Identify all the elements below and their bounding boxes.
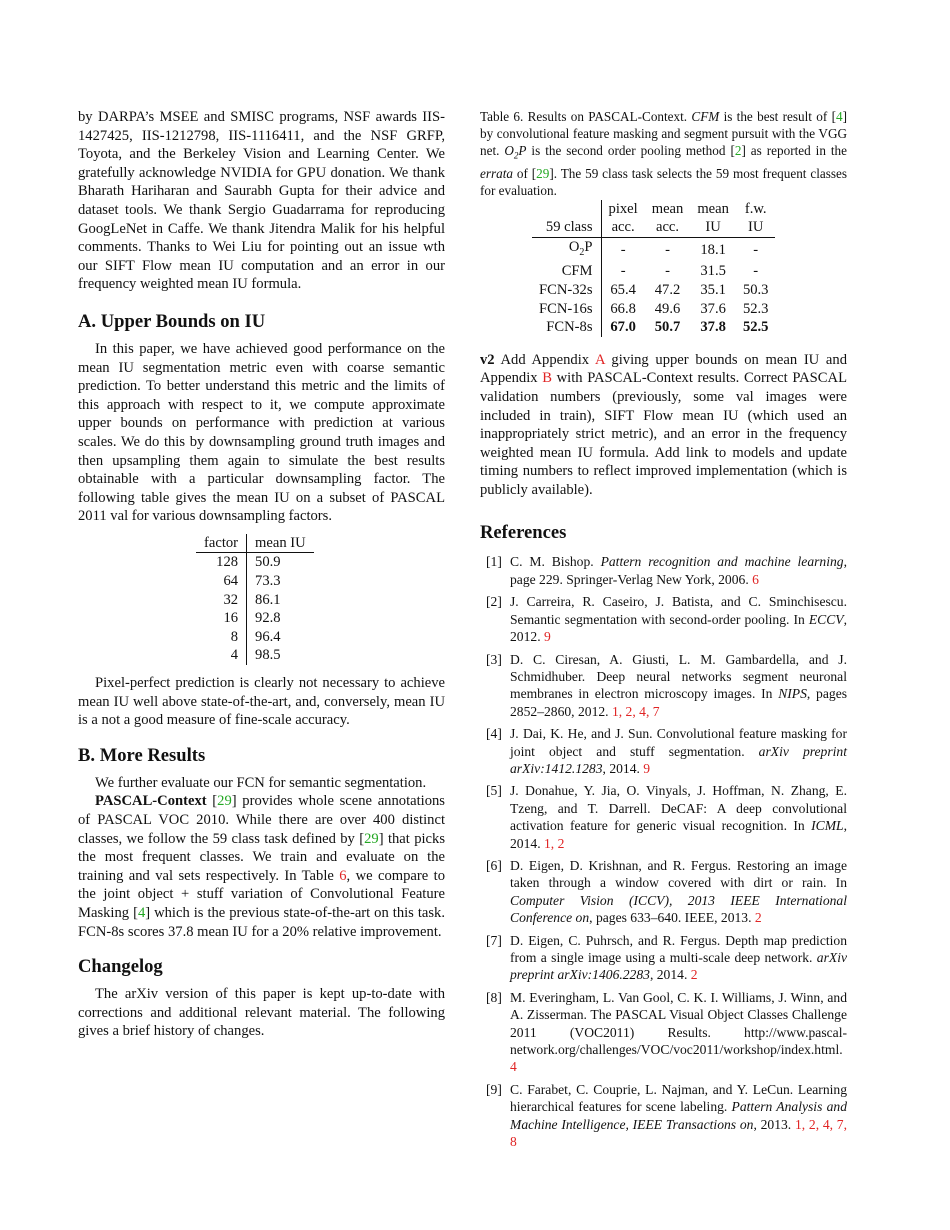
method-label (532, 237, 601, 262)
section-b-paragraph-2: PASCAL-Context [29] provides whole scene annotations of PASCAL VOC 2010. While there are over 400 distinct classes, we follow the 59 class task defined by [29] that picks the most frequent classes. We train and evaluate on the training and val sets respectively. In Table 6, we compare to the joint object + stuff variation of Convolutional Feature Masking [4] which is the previous state-of-the-art on this task. FCN-8s scores 37.8 mean IU for a 20% relative improvement. (78, 793, 445, 940)
text-run: D. Eigen, D. Krishnan, and R. Fergus. Restoring an image taken through a window covered with dirt or rain. In (510, 857, 847, 891)
citation-link[interactable]: 4 (137, 904, 146, 921)
backref-links[interactable]: 6 (752, 571, 759, 587)
value-cell: 47.2 (654, 281, 681, 298)
method-label: FCN-16s (532, 300, 601, 319)
factor-cell: 8 (196, 628, 247, 647)
text-run: which is the previous state-of-the-art on this task. FCN-8s scores 37.8 mean IU for a 20% relative improvement. (78, 904, 445, 940)
text-run: 2 (579, 246, 585, 258)
table-6-caption: Table 6. Results on PASCAL-Context. CFM is the best result of [4] by convolutional feature masking and segment pursuit with the VGG net. $O_2P$ is the second order pooling method [2] as reported in the errata of [29]. The 59 class task selects the 59 most frequent classes for evaluation. (480, 109, 847, 199)
text-run: , 2014. (602, 760, 644, 776)
text-run: C. M. Bishop. (510, 554, 601, 570)
method-label: FCN-8s (532, 318, 601, 337)
text-run: provides whole scene annotations of PASCAL VOC 2010. While there are over 400 distinct classes, we follow the 59 class task defined by (78, 793, 445, 847)
backref-links[interactable]: 9 (543, 629, 551, 645)
table-row (196, 646, 314, 665)
text-run: 2 (513, 151, 519, 162)
citation-link[interactable]: 29 (217, 793, 232, 810)
value-cell: 49.6 (654, 300, 681, 317)
text-run: Add Appendix (494, 351, 595, 368)
left-column (78, 108, 445, 1041)
factor-cell: 64 (196, 572, 247, 591)
value-cell: - (665, 263, 670, 280)
text-run: , 2014. (649, 967, 691, 983)
value-cell: - (665, 241, 670, 258)
mean-iu-cell: 98.5 (255, 647, 281, 664)
text-run: J. Carreira, R. Caseiro, J. Batista, and C. Sminchisescu. Semantic segmentation with second-order pooling. In (510, 594, 847, 627)
text-run: M. Everingham, L. Van Gool, C. K. I. Williams, J. Winn, and A. Zisserman. The PASCAL Visual Object Classes Challenge 2011 (VOC2011) Results. http://www.pascal-network.org/challenges/VOC/voc2011/workshop/index.html. (510, 989, 847, 1058)
text-run: errata (480, 166, 513, 182)
value-cell: 31.5 (700, 263, 726, 280)
backref-links[interactable]: 2 (754, 910, 762, 926)
table-row (196, 553, 314, 572)
table-row (196, 591, 314, 610)
mean-iu-cell: 96.4 (255, 628, 281, 645)
factor-cell: 32 (196, 591, 247, 610)
table-row (532, 237, 775, 262)
reference-number: [9] (486, 1081, 502, 1097)
value-cell: - (753, 241, 759, 258)
backref-links[interactable]: 2 (690, 967, 698, 983)
header-cell: 59 class (532, 218, 601, 237)
value-cell: 37.6 (700, 300, 726, 317)
text-run: , we compare to the joint object + stuff variation of Convolutional Feature Masking (78, 867, 445, 921)
value-cell: 35.1 (700, 281, 726, 298)
value-cell: 52.3 (742, 300, 769, 317)
text-run: arXiv preprint arXiv:1406.2283 (510, 950, 847, 983)
value-cell: 18.1 (700, 241, 726, 258)
reference-item (480, 932, 847, 984)
text-run: ECCV (808, 611, 844, 627)
right-column (480, 108, 847, 1155)
section-a-paragraph: In this paper, we have achieved good performance on the mean IU segmentation metric even with coarse semantic prediction. To better understand this metric and the limits of this approach with respect to it, we compute approximate upper bounds on performance with prediction at various scales. We do this by downsampling ground truth images and then upsampling them again to simulate the best results obtainable with a particular downsampling factor. The following table gives the mean IU on a subset of PASCAL 2011 val for various downsampling factors. (78, 340, 445, 525)
text-run: O (504, 143, 514, 159)
text-run: that picks the most frequent classes. We train and evaluate on the training and val sets respectively. In Table (78, 830, 445, 884)
citation-link[interactable]: 29 (364, 830, 379, 847)
value-cell: 52.5 (742, 319, 769, 336)
reference-item (480, 725, 847, 777)
value-cell: 65.4 (610, 281, 636, 298)
mean-iu-header: mean IU (247, 534, 314, 553)
header-cell: mean (697, 200, 729, 217)
mean-iu-cell: 73.3 (255, 573, 281, 590)
downsampling-factor-table (196, 534, 314, 665)
changelog-heading: Changelog (78, 956, 163, 978)
text-run: D. C. Ciresan, A. Giusti, L. M. Gambardella, and J. Schmidhuber. Deep neural networks segment neuronal membranes in electron microscopy images. In (510, 651, 847, 702)
text-run: P (518, 143, 527, 159)
section-b-paragraph-1: We further evaluate our FCN for semantic segmentation. (95, 774, 427, 791)
factor-cell: 16 (196, 609, 247, 628)
appendix-a-link[interactable]: A (594, 351, 605, 368)
text-run: as reported in the (745, 143, 847, 159)
text-run: P (584, 238, 593, 255)
reference-number: [6] (486, 857, 502, 873)
table-row (196, 628, 314, 647)
text-run: of (512, 166, 532, 182)
text-run: J. Donahue, Y. Jia, O. Vinyals, J. Hoffman, N. Zhang, E. Tzeng, and T. Darrell. DeCAF: A deep convolutional activation feature for generic visual recognition. In (510, 783, 847, 834)
backref-links[interactable]: 1, 2, 4, 7, 8 (510, 1116, 847, 1150)
references-list (480, 553, 847, 1150)
header-cell: acc. (645, 218, 691, 237)
table-ref-link[interactable]: 6 (339, 867, 347, 884)
section-a-paragraph-2: Pixel-perfect prediction is clearly not necessary to achieve mean IU well above state-of-the-art, and, conversely, mean IU is a not a good measure of fine-scale accuracy. (78, 675, 445, 729)
pascal-context-results-table (532, 200, 775, 337)
text-run: is the second order pooling method (526, 143, 731, 159)
reference-item (480, 553, 847, 588)
value-cell: 66.8 (610, 300, 636, 317)
text-run: D. Eigen, C. Puhrsch, and R. Fergus. Depth map prediction from a single image using a multi-scale deep network. (510, 932, 847, 965)
text-run: Computer Vision (ICCV), 2013 IEEE International Conference on (510, 892, 847, 926)
value-cell: 50.3 (742, 281, 769, 298)
citation-link[interactable]: 29 (536, 166, 550, 182)
text-run: ICML (811, 818, 844, 834)
changelog-paragraph: The arXiv version of this paper is kept up-to-date with corrections and additional relevant material. The following gives a brief history of changes. (78, 986, 445, 1040)
reference-item (480, 989, 847, 1076)
backref-links[interactable]: 9 (643, 760, 651, 776)
method-label: FCN-32s (532, 281, 601, 300)
text-run: , 2014. (510, 818, 847, 851)
reference-number: [2] (486, 594, 502, 610)
mean-iu-cell: 50.9 (255, 554, 281, 571)
text-run: arXiv preprint arXiv:1412.1283 (510, 743, 847, 776)
text-run: , 2012. (510, 611, 847, 645)
table-row (532, 300, 775, 319)
factor-cell: 4 (196, 646, 247, 665)
factor-cell: 128 (196, 553, 247, 572)
text-run: is the best result of (719, 109, 832, 124)
header-cell: mean (651, 200, 684, 217)
citation-link[interactable]: 4 (836, 109, 843, 124)
text-run: , pages 2852–2860, 2012. (510, 686, 848, 719)
text-run: Pattern recognition and machine learning (600, 554, 844, 570)
acknowledgements-paragraph: by DARPA’s MSEE and SMISC programs, NSF awards IIS-1427425, IIS-1212798, IIS-1116411, and the NSF GRFP, Toyota, and the Berkeley Vision and Learning Center. We gratefully acknowledge NVIDIA for GPU donation. We thank Bharath Hariharan and Saurabh Gupta for their advice and dataset tools. We thank Sergio Guadarrama for reproducing GoogLeNet in Caffe. We thank Jitendra Malik for his helpful comments. Thanks to Wei Liu for pointing out an issue wth our SIFT Flow mean IU computation and an error in our frequency weighted mean IU formula. (78, 109, 445, 293)
references-heading: References (480, 522, 567, 544)
v2-label: v2 (480, 351, 495, 368)
reference-number: [7] (486, 932, 502, 948)
factor-header: factor (196, 534, 247, 553)
text-run: , page 229. Springer-Verlag New York, 2006. (510, 554, 847, 587)
table-row (532, 281, 775, 300)
header-cell: pixel (608, 200, 638, 217)
reference-item (480, 593, 847, 645)
value-cell: - (620, 241, 626, 258)
reference-number: [3] (486, 651, 502, 667)
text-run: Pattern Analysis and Machine Intelligence, IEEE Transactions on (510, 1099, 847, 1132)
table-row (532, 318, 775, 337)
value-cell: - (620, 263, 626, 280)
citation-link[interactable]: 2 (734, 143, 742, 159)
text-run: giving upper bounds on mean IU and Appendix (480, 351, 847, 387)
reference-number: [8] (486, 989, 502, 1005)
appendix-b-link[interactable]: B (542, 370, 552, 387)
table-row (196, 572, 314, 591)
backref-links[interactable]: 1, 2, 4, 7 (611, 703, 660, 719)
text-run: with PASCAL-Context results. Correct PASCAL validation numbers (previously, some val images were included in train), SIFT Flow mean IU (which used an inappropriately strict metric), and an error in the frequency weighted mean IU formula. Add link to models and update timing numbers to reflect improved implementation (which is publicly available). (480, 370, 847, 498)
text-run: by convolutional feature masking and segment pursuit with the VGG net. (480, 126, 847, 159)
reference-number: [5] (486, 783, 502, 799)
value-cell: 50.7 (654, 319, 681, 336)
table-row (196, 609, 314, 628)
reference-number: [1] (486, 554, 502, 570)
reference-item (480, 782, 847, 852)
text-run: NIPS (778, 686, 807, 702)
v2-changelog-paragraph (480, 351, 847, 500)
header-cell (532, 200, 601, 219)
section-b-heading: B. More Results (78, 744, 206, 766)
text-run: , pages 633–640. IEEE, 2013. (589, 910, 755, 926)
text-run: CFM (691, 109, 720, 124)
mean-iu-cell: 86.1 (255, 591, 281, 608)
text-run: Table 6. Results on PASCAL-Context. (480, 109, 692, 124)
mean-iu-cell: 92.8 (255, 610, 281, 627)
text-run: O (568, 238, 580, 255)
text-run: . The 59 class task selects the 59 most frequent classes for evaluation. (480, 166, 847, 199)
header-cell: IU (736, 218, 776, 237)
reference-item (480, 1081, 847, 1151)
header-cell: f.w. (744, 200, 767, 217)
value-cell: - (753, 263, 759, 280)
method-label: CFM (532, 262, 601, 281)
reference-item (480, 857, 847, 927)
text-run: J. Dai, K. He, and J. Sun. Convolutional feature masking for joint object and stuff segmentation. (510, 726, 847, 759)
backref-links[interactable]: 4 (510, 1059, 517, 1075)
value-cell: 67.0 (610, 319, 636, 336)
reference-item (480, 651, 847, 721)
text-run: C. Farabet, C. Couprie, L. Najman, and Y. LeCun. Learning hierarchical features for scene labeling. (510, 1081, 847, 1115)
backref-links[interactable]: 1, 2 (543, 835, 565, 851)
pascal-context-bold: PASCAL-Context (95, 793, 207, 810)
reference-number: [4] (486, 726, 502, 742)
text-run: , 2013. (753, 1116, 795, 1132)
header-cell: acc. (601, 218, 645, 237)
header-cell: IU (690, 218, 736, 237)
value-cell: 37.8 (700, 319, 726, 336)
section-a-heading: A. Upper Bounds on IU (78, 310, 266, 332)
table-row (532, 262, 775, 281)
